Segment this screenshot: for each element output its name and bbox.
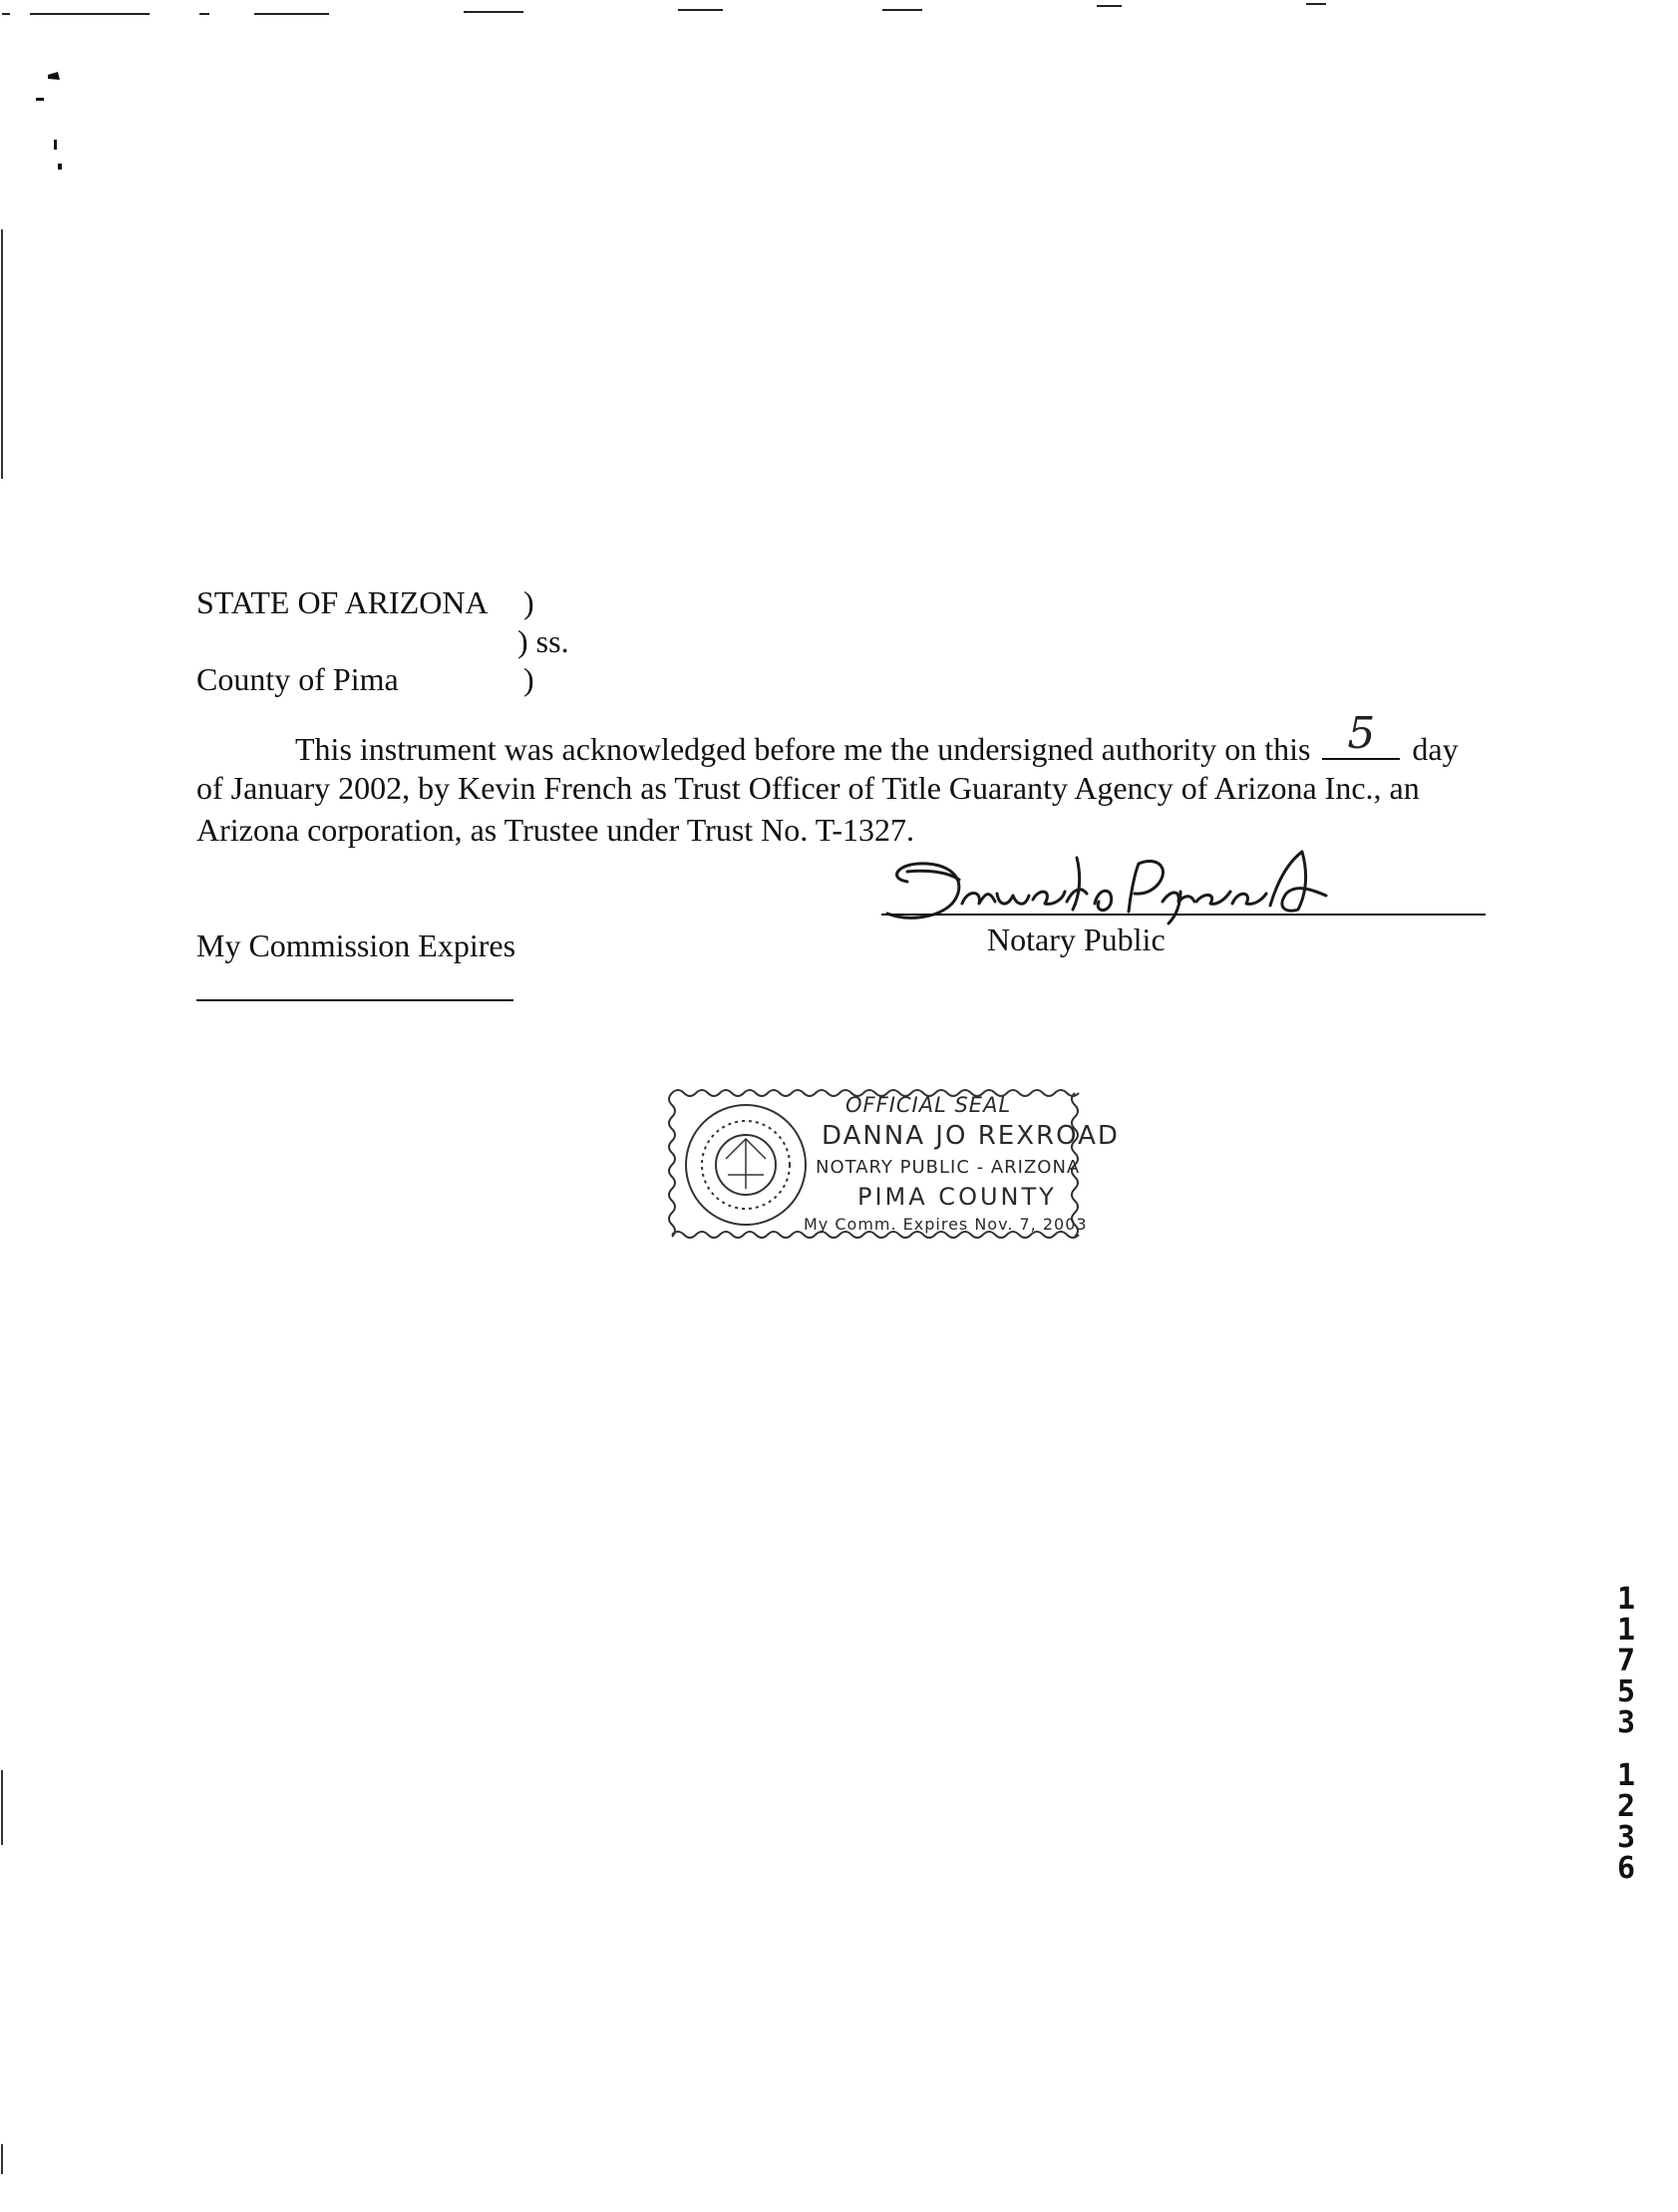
recording-number-part-1: 11753 <box>1616 1582 1636 1740</box>
seal-county: PIMA COUNTY <box>857 1183 1057 1211</box>
recording-number-part-2: 1236 <box>1616 1758 1636 1886</box>
venue-county: County of Pima <box>196 661 399 697</box>
day-value: 5 <box>1347 708 1376 759</box>
acknowledgment-line-2: of January 2002, by Kevin French as Trust Officer of Title Guaranty Agency of Arizona Inc., an <box>196 770 1420 806</box>
signature-line <box>881 914 1486 916</box>
commission-expires-line <box>196 999 513 1001</box>
day-blank <box>1322 708 1400 760</box>
venue-paren-open: ) <box>523 584 534 620</box>
acknowledgment-line-1 <box>295 708 1459 768</box>
seal-notary-name: DANNA JO REXROAD <box>822 1121 1120 1151</box>
official-seal-stamp <box>658 1079 1120 1249</box>
notary-public-label: Notary Public <box>987 922 1166 957</box>
venue-state: STATE OF ARIZONA <box>196 584 489 620</box>
acknowledgment-line-3: Arizona corporation, as Trustee under Trust No. T-1327. <box>196 812 914 848</box>
recording-number <box>1611 1584 1641 1884</box>
scan-artifact-top <box>0 0 1678 20</box>
acknowledgment-day-word: day <box>1412 731 1459 767</box>
commission-expires-label: My Commission Expires <box>196 927 516 963</box>
venue-ss: ) ss. <box>517 623 569 659</box>
seal-title: OFFICIAL SEAL <box>845 1093 1012 1117</box>
seal-commission-expiry: My Comm. Expires Nov. 7, 2003 <box>804 1215 1088 1234</box>
seal-notary-state: NOTARY PUBLIC - ARIZONA <box>816 1157 1081 1178</box>
notary-signature <box>867 824 1366 933</box>
venue-paren-close: ) <box>523 661 534 697</box>
acknowledgment-prefix: This instrument was acknowledged before me the undersigned authority on this <box>295 731 1311 767</box>
scan-artifact-left <box>0 0 80 2212</box>
